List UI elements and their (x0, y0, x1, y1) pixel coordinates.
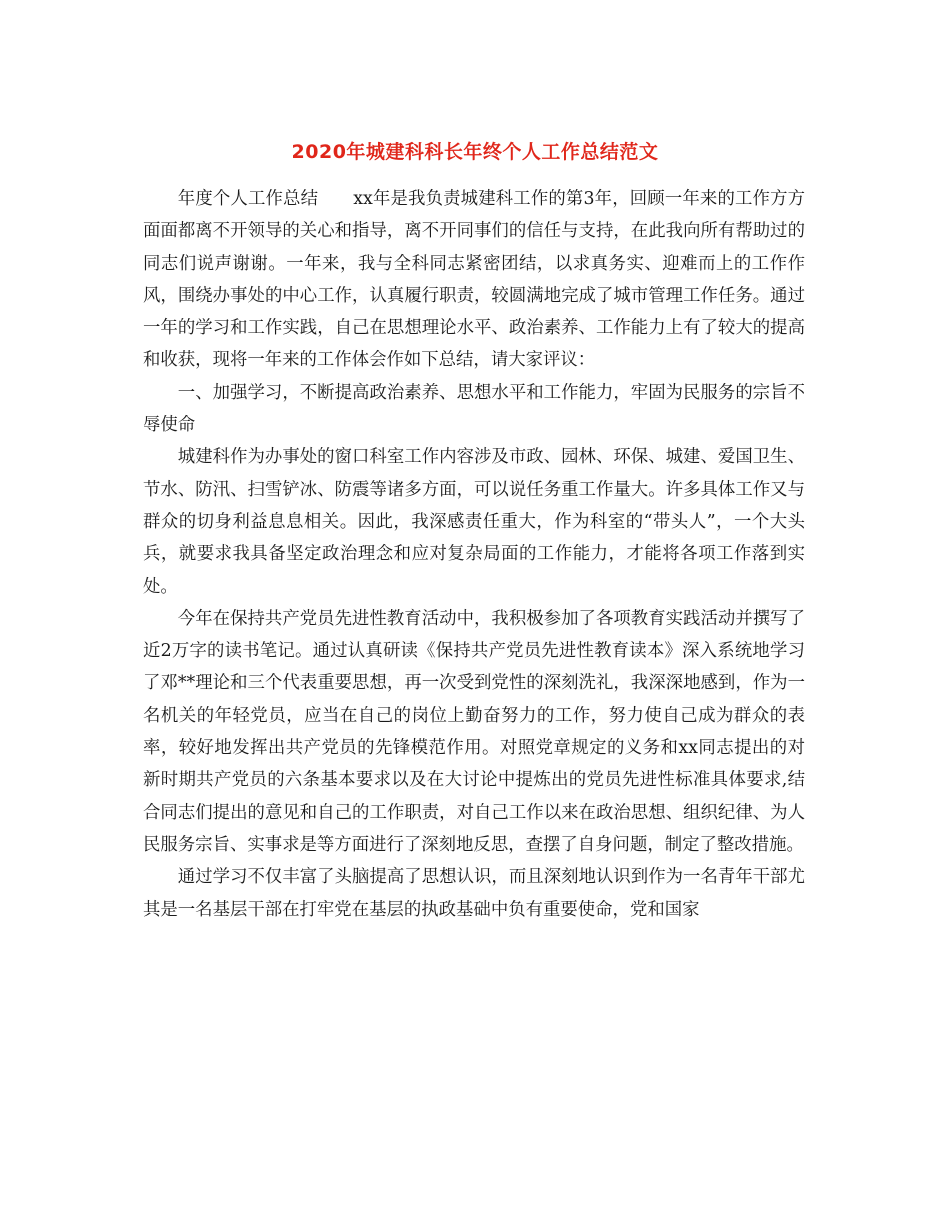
paragraph-intro: 年度个人工作总结 xx年是我负责城建科工作的第3年，回顾一年来的工作方方面面都离不开领导的关心和指导，离不开同事们的信任与支持，在此我向所有帮助过的同志们说声谢谢。一年来，我与全科同志紧密团结，以求真务实、迎难而上的工作作风，围绕办事处的中心工作，认真履行职责，较圆满地完成了城市管理工作任务。通过一年的学习和工作实践，自己在思想理论水平、政治素养、工作能力上有了较大的提高和收获，现将一年来的工作体会作如下总结，请大家评议： (143, 189, 805, 371)
paragraph-section-heading: 一、加强学习，不断提高政治素养、思想水平和工作能力，牢固为民服务的宗旨不辱使命 (143, 382, 805, 436)
paragraph-education-activity: 今年在保持共产党员先进性教育活动中，我积极参加了各项教育实践活动并撰写了近2万字的读书笔记。通过认真研读《保持共产党员先进性教育读本》深入系统地学习了邓**理论和三个代表重要思想，再一次受到党性的深刻洗礼，我深深地感到，作为一名机关的年轻党员，应当在自己的岗位上勤奋努力的工作，努力使自己成为群众的表率，较好地发挥出共产党员的先锋模范作用。对照党章规定的义务和xx同志提出的对新时期共产党员的六条基本要求以及在大讨论中提炼出的党员先进性标准具体要求,结合同志们提出的意见和自己的工作职责，对自己工作以来在政治思想、组织纪律、为人民服务宗旨、实事求是等方面进行了深刻地反思，查摆了自身问题，制定了整改措施。 (143, 608, 805, 855)
paragraph-responsibilities: 城建科作为办事处的窗口科室工作内容涉及市政、园林、环保、城建、爱国卫生、节水、防汛、扫雪铲冰、防震等诸多方面，可以说任务重工作量大。许多具体工作又与群众的切身利益息息相关。因此，我深感责任重大，作为科室的“带头人”，一个大头兵，就要求我具备坚定政治理念和应对复杂局面的工作能力，才能将各项工作落到实处。 (143, 447, 805, 597)
document-body (143, 183, 805, 926)
paragraph-learning-outcome: 通过学习不仅丰富了头脑提高了思想认识，而且深刻地认识到作为一名青年干部尤其是一名基层干部在打牢党在基层的执政基础中负有重要使命，党和国家 (143, 867, 805, 920)
document-title: 2020年城建科科长年终个人工作总结范文 (291, 141, 659, 163)
